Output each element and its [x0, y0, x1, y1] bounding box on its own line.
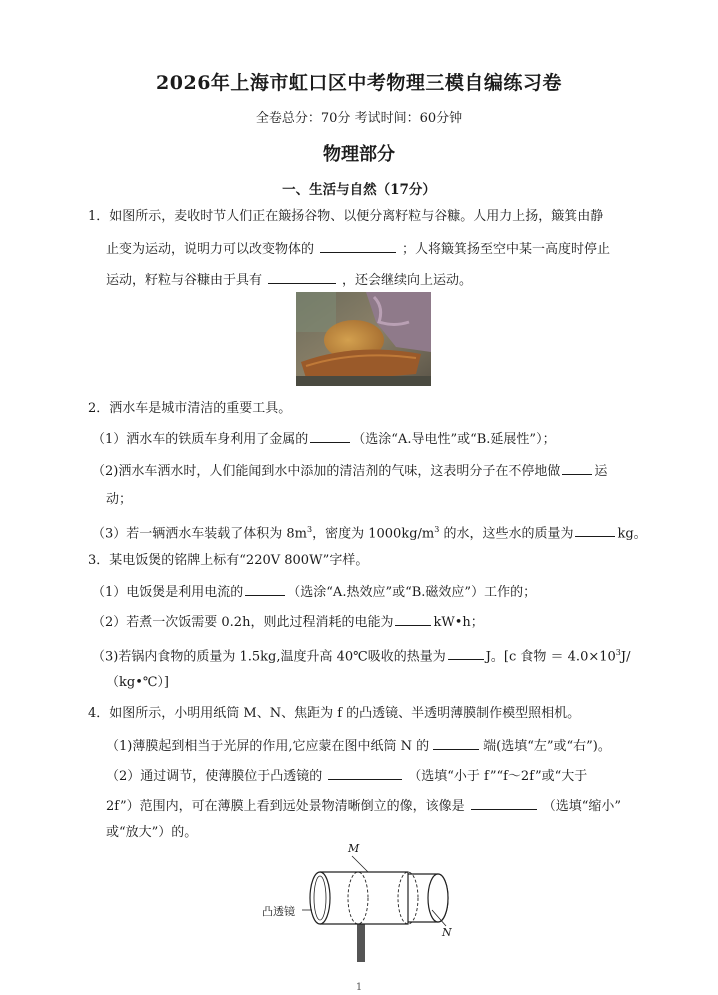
q1-blank-2[interactable]: [268, 271, 336, 284]
q1-blank-1[interactable]: [320, 240, 396, 253]
q2-line2: （1）洒水车的铁质车身利用了金属的 （选涂“A.导电性”或“B.延展性”）；: [92, 432, 556, 447]
winnowing-photo: [296, 292, 431, 386]
q3-line5: （kg•℃）]: [106, 675, 169, 690]
label-lens: 凸透镜: [262, 905, 295, 918]
q1-line3: 运动，籽粒与谷糠由于具有 ，还会继续向上运动。: [106, 273, 473, 288]
q2-line5: （3）若一辆洒水车装载了体积为 $8m^3$，密度为 $1000kg/m^3$ 的水，这些水的质量为 kg。: [92, 525, 647, 542]
q4-blank-1[interactable]: [433, 737, 479, 750]
q4-line3: （2）通过调节，使薄膜位于凸透镜的 （选填“小于 f”“f～2f”或“大于: [106, 769, 588, 784]
q2-blank-2[interactable]: [562, 462, 592, 475]
q2-line3: （2)洒水车洒水时，人们能闻到水中添加的清洁剂的气味，这表明分子在不停地做 运: [92, 464, 608, 479]
q4-blank-2[interactable]: [328, 767, 402, 780]
page-number: 1: [355, 982, 363, 993]
q4-blank-3[interactable]: [471, 797, 537, 810]
q4-line4: 2f”）范围内，可在薄膜上看到远处景物清晰倒立的像，该像是 （选填“缩小”: [106, 799, 621, 814]
exam-info: 全卷总分：70分 考试时间：60分钟: [255, 111, 463, 126]
q4-line5: 或“放大”）的。: [106, 825, 198, 840]
stand: [357, 920, 365, 962]
q3-line1: 3．某电饭煲的铭牌上标有“220V 800W”字样。: [88, 553, 369, 568]
q4-line2: （1)薄膜起到相当于光屏的作用,它应蒙在图中纸筒 N 的 端(选填“左”或“右”)。: [106, 739, 611, 754]
q3-line2: （1）电饭煲是利用电流的 （选涂“A.热效应”或“B.磁效应”）工作的；: [92, 585, 537, 600]
q2-line4: 动；: [106, 492, 133, 507]
page-title: 2026年上海市虹口区中考物理三模自编练习卷: [156, 72, 562, 94]
q1-line2: 止变为运动，说明力可以改变物体的 ；人将簸箕扬至空中某一高度时停止: [106, 242, 611, 257]
q2-blank-1[interactable]: [310, 430, 350, 443]
q3-line3: （2）若煮一次饭需要 0.2h，则此过程消耗的电能为 kW•h；: [92, 615, 484, 630]
q3-line4: （3)若锅内食物的质量为 1.5kg,温度升高 40℃吸收的热量为 J。[c 食物 ＝ $4.0\times 10^3J/$: [92, 648, 631, 665]
label-n: N: [442, 926, 452, 939]
q3-blank-1[interactable]: [245, 583, 285, 596]
section-title: 一、生活与自然（17分）: [282, 182, 436, 198]
label-m: M: [348, 842, 360, 855]
q2-blank-3[interactable]: [575, 524, 615, 537]
q3-blank-2[interactable]: [395, 613, 431, 626]
camera-model-diagram: [260, 842, 460, 962]
q2-line1: 2．洒水车是城市清洁的重要工具。: [88, 401, 292, 416]
q1-line1: 1．如图所示，麦收时节人们正在簸扬谷物、以便分离籽粒与谷糠。人用力上扬，簸箕由静: [88, 209, 604, 224]
q4-line1: 4．如图所示，小明用纸筒 M、N、焦距为 f 的凸透镜、半透明薄膜制作模型照相机。: [88, 706, 581, 721]
q3-blank-3[interactable]: [448, 647, 484, 660]
part-title: 物理部分: [323, 144, 395, 165]
